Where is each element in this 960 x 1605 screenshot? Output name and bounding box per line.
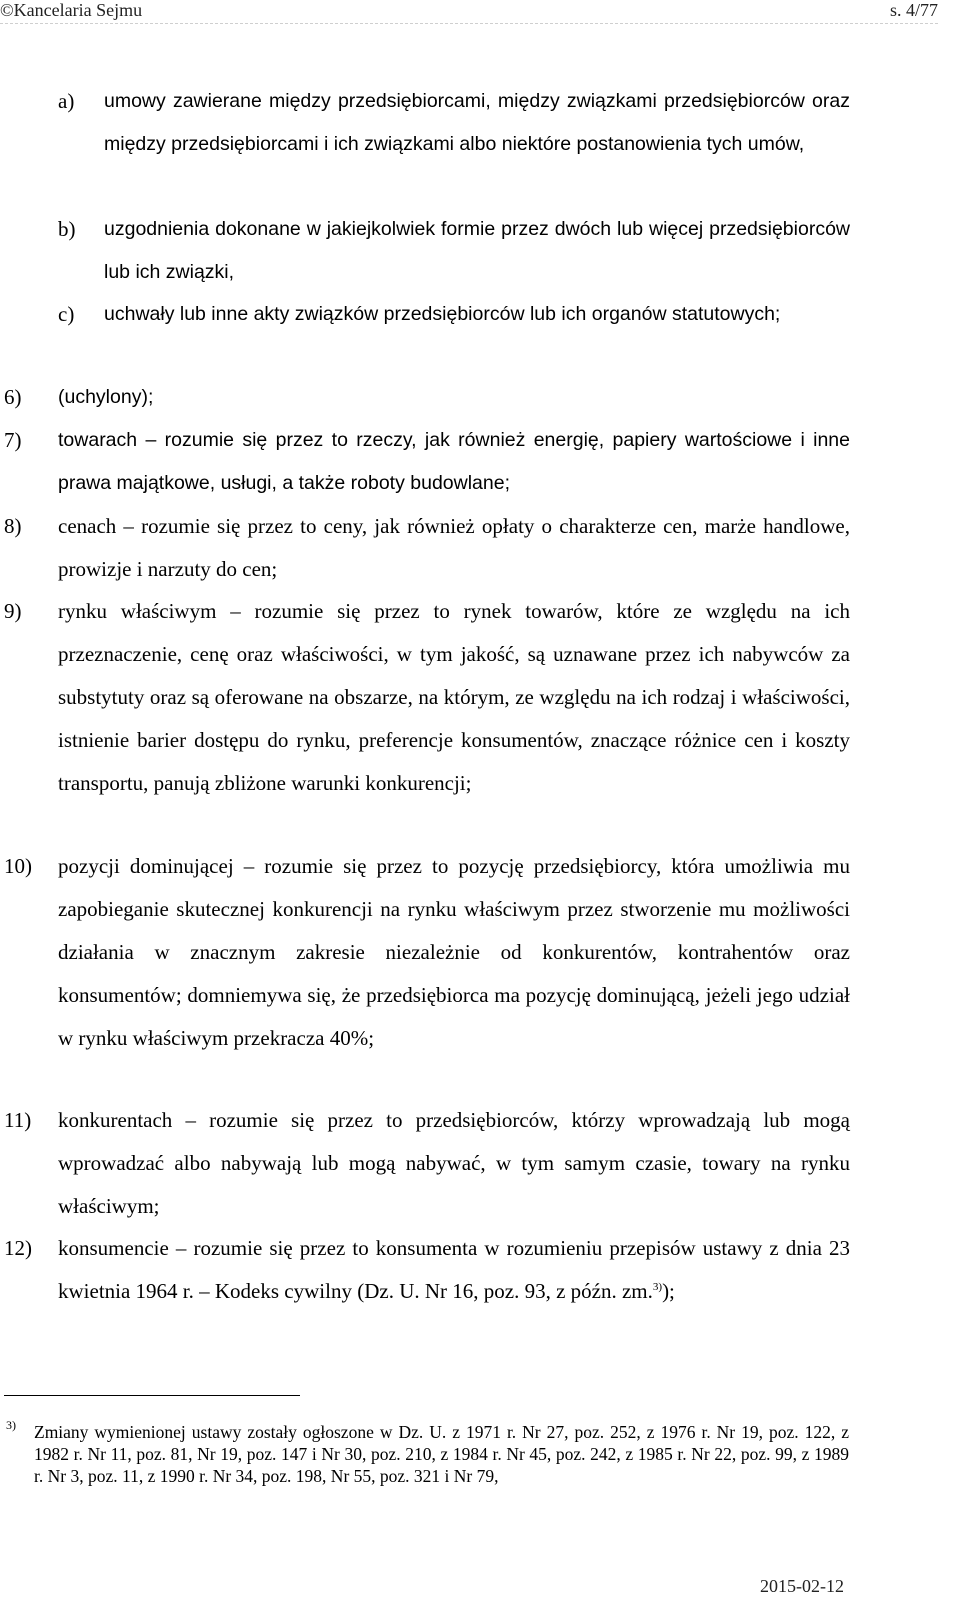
item-text-12 [58, 1227, 850, 1313]
item-text-9: rynku właściwym – rozumie się przez to rynek towarów, które ze względu na ich przeznaczenie, cenę oraz właściwości, w tym jakość, są uznawane przez ich nabywców za substytuty oraz są oferowane na obszarze, na którym, ze względu na ich rodzaj i właściwości, istnienie barier dostępu do rynku, preferencje konsumentów, znaczące różnice cen i koszty transportu, panują zbliżone warunki konkurencji; [58, 599, 850, 795]
footer-date: 2015-02-12 [760, 1576, 844, 1596]
item-text-8: cenach – rozumie się przez to ceny, jak również opłaty o charakterze cen, marże handlowe, prowizje i narzuty do cen; [58, 514, 850, 581]
item-label-9: 9) [4, 599, 22, 623]
item-text-11: konkurentach – rozumie się przez to przedsiębiorców, którzy wprowadzają lub mogą wprowadzać albo nabywają lub mogą nabywać, w tym samym czasie, towary na rynku właściwym; [58, 1108, 850, 1218]
item-text-7: towarach – rozumie się przez to rzeczy, jak również energię, papiery wartościowe i inne prawa majątkowe, usługi, a także roboty budowlane; [58, 429, 850, 494]
sub-item-text-a: umowy zawierane między przedsiębiorcami, między związkami przedsiębiorców oraz między przedsiębiorcami i ich związkami albo niektóre postanowienia tych umów, [104, 90, 850, 155]
item-label-6: 6) [4, 385, 22, 409]
footnote-text: Zmiany wymienionej ustawy zostały ogłoszone w Dz. U. z 1971 r. Nr 27, poz. 252, z 1976 r. Nr 19, poz. 122, z 1982 r. Nr 11, poz. 81, Nr 19, poz. 147 i Nr 30, poz. 210, z 1984 r. Nr 45, poz. 242, z 1985 r. Nr 22, poz. 99, z 1989 r. Nr 3, poz. 11, z 1990 r. Nr 34, poz. 198, Nr 55, poz. 321 i Nr 79, [34, 1422, 849, 1486]
item-text-12-body: konsumencie – rozumie się przez to konsumenta w rozumieniu przepisów ustawy z dnia 23 kwietnia 1964 r. – Kodeks cywilny (Dz. U. Nr 16, poz. 93, z późn. zm. [58, 1236, 850, 1303]
item-label-7: 7) [4, 428, 22, 452]
item-label-10: 10) [4, 854, 32, 878]
item-text-12-tail: ); [662, 1279, 675, 1303]
item-text-10: pozycji dominującej – rozumie się przez to pozycję przedsiębiorcy, która umożliwia mu zapobieganie skutecznej konkurencji na rynku właściwym przez stworzenie mu możliwości działania w znacznym zakresie niezależnie od konkurentów, kontrahentów oraz konsumentów; domniemywa się, że przedsiębiorca ma pozycję dominującą, jeżeli jego udział w rynku właściwym przekracza 40%; [58, 854, 850, 1050]
item-label-8: 8) [4, 514, 22, 538]
item-label-12: 12) [4, 1236, 32, 1260]
header-divider [0, 23, 938, 24]
footnote-mark: 3) [6, 1418, 16, 1432]
item-label-11: 11) [4, 1108, 32, 1132]
footnote-rule [4, 1395, 300, 1396]
item-text-6: (uchylony); [58, 386, 154, 408]
footnote-reference[interactable]: 3) [652, 1281, 663, 1293]
header-page-number: s. 4/77 [889, 0, 938, 20]
header-copyright: ©Kancelaria Sejmu [0, 0, 143, 20]
sub-item-label-b: b) [58, 217, 76, 241]
sub-item-label-c: c) [58, 302, 75, 326]
sub-item-text-b: uzgodnienia dokonane w jakiejkolwiek formie przez dwóch lub więcej przedsiębiorców lub ich związki, [104, 218, 850, 283]
sub-item-label-a: a) [58, 89, 75, 113]
sub-item-text-c: uchwały lub inne akty związków przedsiębiorców lub ich organów statutowych; [104, 303, 781, 325]
